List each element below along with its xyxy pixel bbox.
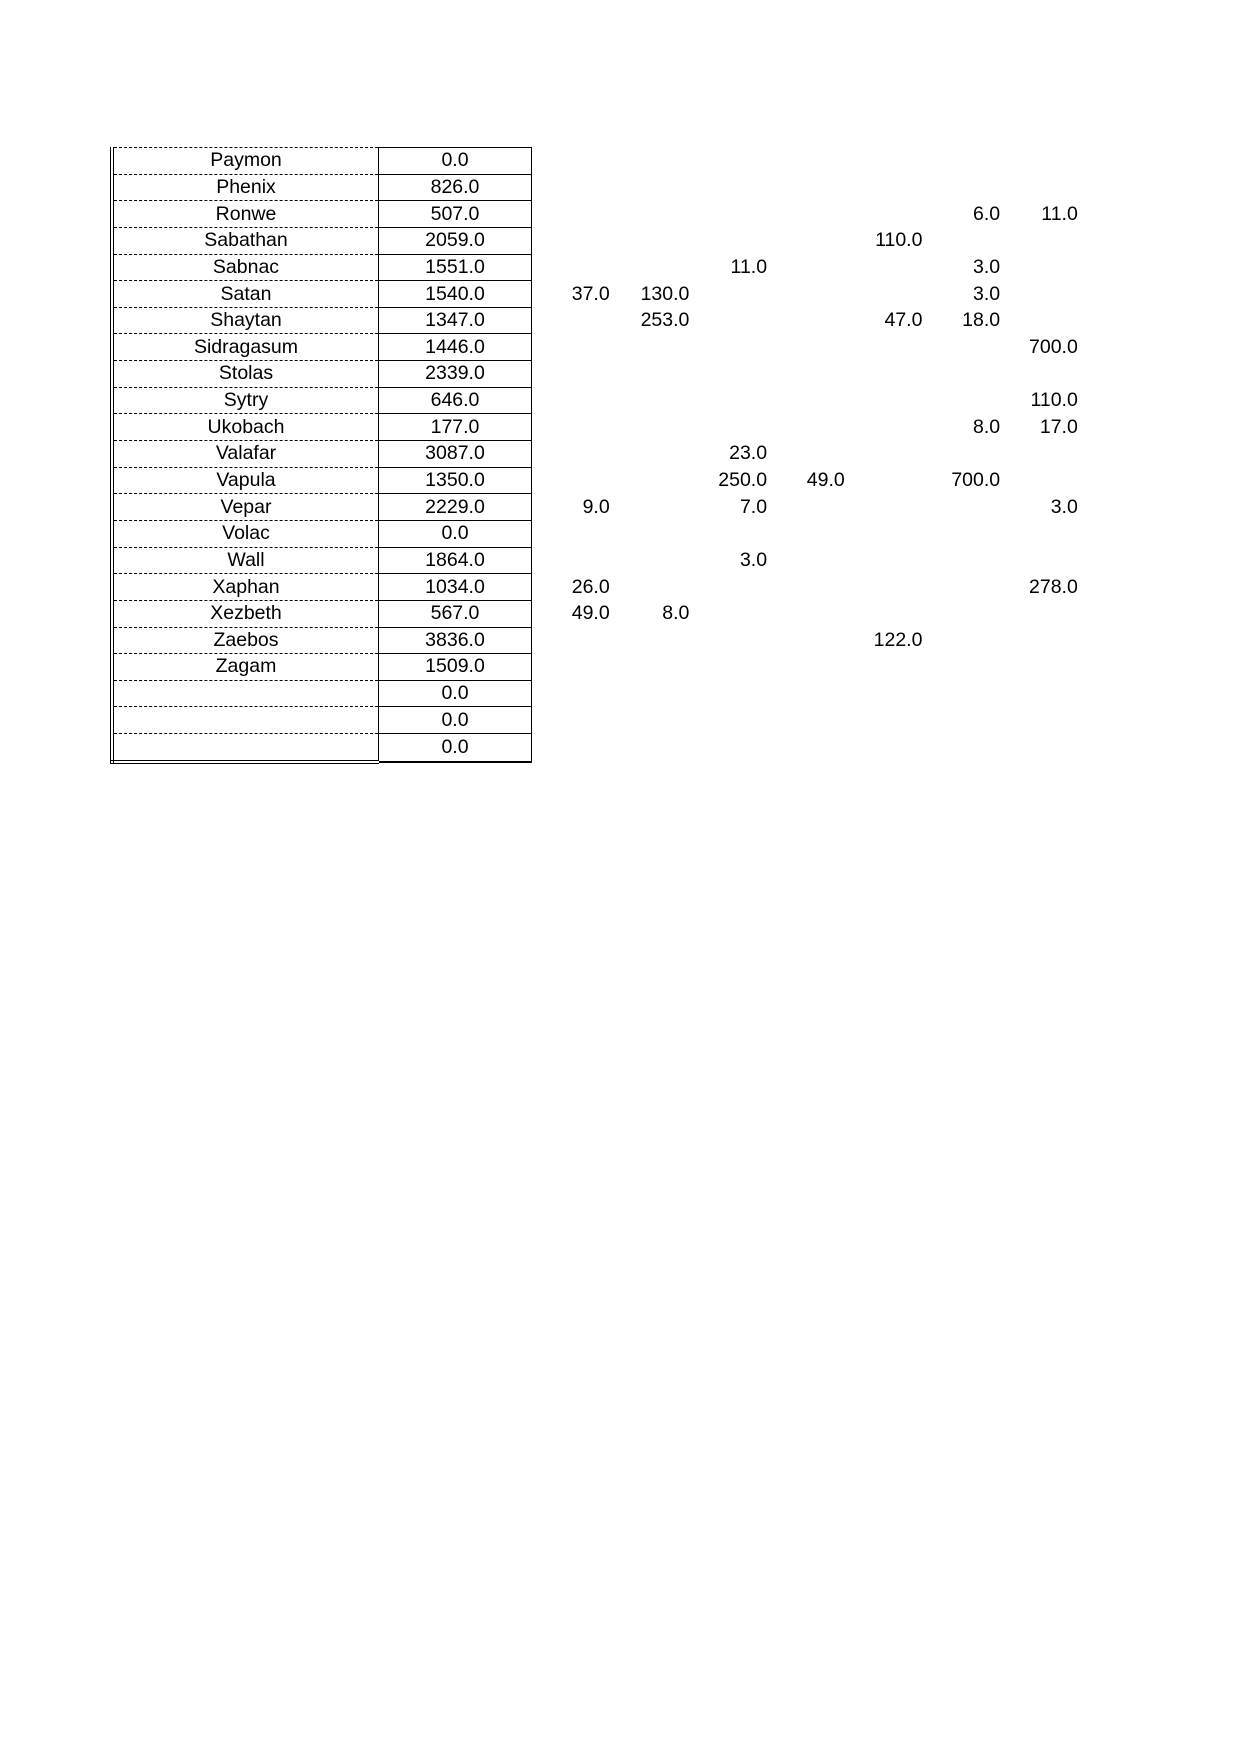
- name-cell[interactable]: Zaebos: [112, 627, 379, 654]
- value-cell-col-6[interactable]: 18.0: [962, 309, 1001, 332]
- name-cell[interactable]: Xaphan: [112, 574, 379, 601]
- value-cell-col-7[interactable]: 17.0: [1039, 415, 1078, 438]
- name-cell[interactable]: Paymon: [112, 148, 379, 175]
- value-cell-col-7[interactable]: [1000, 148, 1078, 175]
- value-cell-col-7[interactable]: [1000, 227, 1078, 254]
- value-cell-col-4[interactable]: [767, 307, 845, 334]
- total-cell[interactable]: 1864.0: [379, 547, 532, 574]
- name-cell[interactable]: Vapula: [112, 467, 379, 494]
- value-cell-col-1[interactable]: [532, 387, 612, 414]
- value-cell-col-4[interactable]: [767, 227, 845, 254]
- total-cell[interactable]: 3087.0: [379, 441, 532, 468]
- value-cell-col-7[interactable]: [1000, 254, 1078, 281]
- value-cell-col-5[interactable]: [845, 467, 923, 494]
- value-cell-col-6[interactable]: 3.0: [973, 255, 1001, 278]
- table-row: [112, 467, 1078, 494]
- table-row: [112, 361, 1078, 388]
- value-cell-col-3[interactable]: 250.0: [718, 469, 768, 491]
- value-cell-col-3[interactable]: [689, 734, 767, 762]
- value-cell-col-2[interactable]: [612, 520, 690, 547]
- value-cell-col-4[interactable]: [767, 334, 845, 361]
- value-cell-col-1[interactable]: [532, 680, 612, 707]
- value-cell-col-5[interactable]: [845, 600, 923, 627]
- total-cell[interactable]: 2059.0: [379, 227, 532, 254]
- value-cell-col-2[interactable]: [612, 574, 690, 601]
- total-cell[interactable]: 0.0: [379, 680, 532, 707]
- value-cell-col-1[interactable]: [532, 627, 612, 654]
- value-cell-col-6[interactable]: [922, 441, 1000, 468]
- value-cell-col-2[interactable]: [612, 148, 690, 175]
- value-cell-col-6[interactable]: [922, 547, 1000, 574]
- name-cell[interactable]: Ronwe: [112, 201, 379, 228]
- value-cell-col-2[interactable]: [612, 227, 690, 254]
- name-cell[interactable]: Valafar: [112, 441, 379, 468]
- total-cell[interactable]: 1540.0: [379, 281, 532, 308]
- value-cell-col-3[interactable]: [689, 148, 767, 175]
- name-cell[interactable]: Shaytan: [112, 307, 379, 334]
- table-row: [112, 547, 1078, 574]
- value-cell-col-4[interactable]: [767, 734, 845, 762]
- value-cell-col-6[interactable]: [922, 574, 1000, 601]
- value-cell-col-4[interactable]: [767, 254, 845, 281]
- table-row: [112, 148, 1078, 175]
- total-cell[interactable]: 826.0: [379, 174, 532, 201]
- value-cell-col-3[interactable]: [689, 387, 767, 414]
- value-cell-col-4[interactable]: [767, 520, 845, 547]
- value-cell-col-6[interactable]: [922, 654, 1000, 681]
- table-row: [112, 600, 1078, 627]
- value-cell-col-3[interactable]: [689, 654, 767, 681]
- value-cell-col-1[interactable]: [532, 361, 612, 388]
- value-cell-col-3[interactable]: [689, 627, 767, 654]
- total-cell[interactable]: 0.0: [379, 148, 532, 175]
- table-row: [112, 654, 1078, 681]
- value-cell-col-2[interactable]: [612, 334, 690, 361]
- value-cell-col-1[interactable]: [532, 201, 612, 228]
- value-cell-col-1[interactable]: [532, 547, 612, 574]
- total-cell[interactable]: 1509.0: [379, 654, 532, 681]
- value-cell-col-2[interactable]: 8.0: [662, 602, 690, 625]
- value-cell-col-7[interactable]: [1000, 627, 1078, 654]
- total-cell[interactable]: 507.0: [379, 201, 532, 228]
- value-cell-col-3[interactable]: 11.0: [730, 255, 768, 278]
- value-cell-col-4[interactable]: [767, 494, 845, 521]
- value-cell-col-5[interactable]: [845, 414, 923, 441]
- value-cell-col-3[interactable]: [689, 600, 767, 627]
- name-cell[interactable]: Sabnac: [112, 254, 379, 281]
- total-cell[interactable]: 3836.0: [379, 627, 532, 654]
- name-cell[interactable]: Zagam: [112, 654, 379, 681]
- value-cell-col-4[interactable]: [767, 707, 845, 734]
- value-cell-col-1[interactable]: 37.0: [571, 282, 610, 305]
- value-cell-col-1[interactable]: [532, 707, 612, 734]
- value-cell-col-6[interactable]: [922, 734, 1000, 762]
- total-cell[interactable]: 2229.0: [379, 494, 532, 521]
- value-cell-col-4[interactable]: [767, 361, 845, 388]
- value-cell-col-1[interactable]: 9.0: [582, 495, 610, 518]
- value-cell-col-1[interactable]: [532, 520, 612, 547]
- total-cell[interactable]: 2339.0: [379, 361, 532, 388]
- value-cell-col-7[interactable]: 110.0: [1030, 389, 1078, 412]
- total-cell[interactable]: 646.0: [379, 387, 532, 414]
- value-cell-col-4[interactable]: [767, 441, 845, 468]
- value-cell-col-7[interactable]: [1000, 654, 1078, 681]
- name-cell[interactable]: Sidragasum: [112, 334, 379, 361]
- value-cell-col-5[interactable]: 47.0: [884, 309, 923, 332]
- value-cell-col-7[interactable]: [1000, 520, 1078, 547]
- value-cell-col-7[interactable]: [1000, 361, 1078, 388]
- value-cell-col-2[interactable]: [612, 734, 690, 762]
- value-cell-col-2[interactable]: [612, 654, 690, 681]
- value-cell-col-6[interactable]: [922, 227, 1000, 254]
- value-cell-col-5[interactable]: [845, 334, 923, 361]
- table-row: [112, 307, 1078, 334]
- value-cell-col-5[interactable]: [845, 734, 923, 762]
- name-cell[interactable]: Ukobach: [112, 414, 379, 441]
- name-cell[interactable]: [112, 707, 379, 734]
- table-row: [112, 574, 1078, 601]
- value-cell-col-1[interactable]: [532, 414, 612, 441]
- value-cell-col-6[interactable]: [922, 600, 1000, 627]
- value-cell-col-7[interactable]: [1000, 467, 1078, 494]
- table-row: [112, 734, 1078, 762]
- table-row: [112, 254, 1078, 281]
- name-cell[interactable]: Wall: [112, 547, 379, 574]
- value-cell-col-5[interactable]: 122.0: [873, 628, 923, 651]
- total-cell[interactable]: 567.0: [379, 600, 532, 627]
- table-row: [112, 281, 1078, 308]
- value-cell-col-3[interactable]: [689, 707, 767, 734]
- table-row: [112, 414, 1078, 441]
- value-cell-col-3[interactable]: [689, 307, 767, 334]
- total-cell[interactable]: 1446.0: [379, 334, 532, 361]
- table-row: [112, 387, 1078, 414]
- value-cell-col-4[interactable]: [767, 654, 845, 681]
- name-cell[interactable]: Vepar: [112, 494, 379, 521]
- value-cell-col-5[interactable]: [845, 254, 923, 281]
- value-cell-col-3[interactable]: [689, 361, 767, 388]
- total-cell[interactable]: 0.0: [379, 734, 532, 762]
- value-cell-col-2[interactable]: [612, 707, 690, 734]
- value-cell-col-7[interactable]: [1000, 441, 1078, 468]
- value-cell-col-3[interactable]: [689, 281, 767, 308]
- value-cell-col-1[interactable]: [532, 148, 612, 175]
- value-cell-col-6[interactable]: 3.0: [973, 282, 1001, 305]
- value-cell-col-2[interactable]: [612, 201, 690, 228]
- value-cell-col-6[interactable]: [922, 520, 1000, 547]
- value-cell-col-6[interactable]: [922, 361, 1000, 388]
- value-cell-col-7[interactable]: [1000, 281, 1078, 308]
- value-cell-col-3[interactable]: 7.0: [739, 495, 768, 518]
- value-cell-col-6[interactable]: [922, 148, 1000, 175]
- value-cell-col-2[interactable]: 253.0: [640, 309, 690, 332]
- value-cell-col-3[interactable]: [689, 520, 767, 547]
- value-cell-col-5[interactable]: [845, 707, 923, 734]
- value-cell-col-6[interactable]: [922, 387, 1000, 414]
- value-cell-col-2[interactable]: [612, 361, 690, 388]
- value-cell-col-7[interactable]: 278.0: [1029, 575, 1078, 598]
- value-cell-col-4[interactable]: [767, 547, 845, 574]
- value-cell-col-6[interactable]: [922, 334, 1000, 361]
- name-cell[interactable]: Satan: [112, 281, 379, 308]
- table-row: [112, 227, 1078, 254]
- value-cell-col-3[interactable]: [689, 174, 767, 201]
- value-cell-col-2[interactable]: [612, 494, 690, 521]
- value-cell-col-5[interactable]: [845, 281, 923, 308]
- total-cell[interactable]: 1347.0: [379, 307, 532, 334]
- table-row: [112, 441, 1078, 468]
- value-cell-col-1[interactable]: [532, 307, 612, 334]
- value-cell-col-4[interactable]: [767, 387, 845, 414]
- value-cell-col-2[interactable]: [612, 441, 690, 468]
- value-cell-col-1[interactable]: [532, 254, 612, 281]
- value-cell-col-2[interactable]: [612, 680, 690, 707]
- value-cell-col-5[interactable]: [845, 680, 923, 707]
- name-cell[interactable]: Sabathan: [112, 227, 379, 254]
- value-cell-col-6[interactable]: [922, 494, 1000, 521]
- value-cell-col-7[interactable]: [1000, 734, 1078, 762]
- value-cell-col-7[interactable]: [1000, 307, 1078, 334]
- value-cell-col-3[interactable]: [689, 201, 767, 228]
- table-row: [112, 174, 1078, 201]
- value-cell-col-7[interactable]: [1000, 707, 1078, 734]
- value-cell-col-2[interactable]: [612, 254, 690, 281]
- table-row: [112, 520, 1078, 547]
- name-cell[interactable]: Stolas: [112, 361, 379, 388]
- value-cell-col-4[interactable]: [767, 281, 845, 308]
- value-cell-col-6[interactable]: 6.0: [973, 202, 1001, 225]
- value-cell-col-5[interactable]: [845, 148, 923, 175]
- total-cell[interactable]: 1551.0: [379, 254, 532, 281]
- value-cell-col-5[interactable]: [845, 441, 923, 468]
- value-cell-col-2[interactable]: [612, 467, 690, 494]
- value-cell-col-4[interactable]: [767, 680, 845, 707]
- value-cell-col-2[interactable]: [612, 387, 690, 414]
- value-cell-col-3[interactable]: [689, 414, 767, 441]
- value-cell-col-5[interactable]: [845, 174, 923, 201]
- value-cell-col-1[interactable]: [532, 654, 612, 681]
- value-cell-col-7[interactable]: [1000, 547, 1078, 574]
- value-cell-col-4[interactable]: [767, 574, 845, 601]
- table-row: [112, 201, 1078, 228]
- value-cell-col-4[interactable]: [767, 174, 845, 201]
- total-cell[interactable]: 0.0: [379, 707, 532, 734]
- spreadsheet-page: [110, 147, 1080, 764]
- value-cell-col-6[interactable]: 8.0: [973, 415, 1001, 438]
- value-cell-col-6[interactable]: [922, 627, 1000, 654]
- value-cell-col-7[interactable]: [1000, 680, 1078, 707]
- value-cell-col-5[interactable]: [845, 574, 923, 601]
- value-cell-col-1[interactable]: [532, 467, 612, 494]
- table-row: [112, 707, 1078, 734]
- value-cell-col-6[interactable]: [922, 174, 1000, 201]
- value-cell-col-4[interactable]: [767, 201, 845, 228]
- total-cell[interactable]: 0.0: [379, 520, 532, 547]
- data-table: [110, 147, 1080, 764]
- total-cell[interactable]: 1034.0: [379, 574, 532, 601]
- value-cell-col-5[interactable]: [845, 520, 923, 547]
- value-cell-col-6[interactable]: 700.0: [951, 469, 1001, 491]
- value-cell-col-1[interactable]: [532, 441, 612, 468]
- value-cell-col-6[interactable]: [922, 707, 1000, 734]
- value-cell-col-4[interactable]: [767, 148, 845, 175]
- table-row: [112, 680, 1078, 707]
- table-row: [112, 627, 1078, 654]
- value-cell-col-7[interactable]: [1000, 174, 1078, 201]
- name-cell[interactable]: [112, 734, 379, 762]
- name-cell[interactable]: [112, 680, 379, 707]
- value-cell-col-5[interactable]: [845, 361, 923, 388]
- value-cell-col-2[interactable]: [612, 414, 690, 441]
- value-cell-col-5[interactable]: [845, 654, 923, 681]
- total-cell[interactable]: 1350.0: [379, 467, 532, 494]
- value-cell-col-7[interactable]: 700.0: [1029, 335, 1078, 358]
- value-cell-col-5[interactable]: [845, 387, 923, 414]
- name-cell[interactable]: Volac: [112, 520, 379, 547]
- value-cell-col-4[interactable]: [767, 600, 845, 627]
- value-cell-col-7[interactable]: 3.0: [1050, 495, 1078, 518]
- value-cell-col-3[interactable]: 3.0: [739, 548, 768, 571]
- value-cell-col-1[interactable]: [532, 174, 612, 201]
- value-cell-col-4[interactable]: 49.0: [806, 469, 845, 491]
- value-cell-col-1[interactable]: 26.0: [571, 575, 610, 598]
- value-cell-col-5[interactable]: [845, 547, 923, 574]
- table-row: [112, 494, 1078, 521]
- value-cell-col-1[interactable]: 49.0: [571, 602, 610, 625]
- value-cell-col-3[interactable]: [689, 574, 767, 601]
- value-cell-col-5[interactable]: [845, 201, 923, 228]
- value-cell-col-7[interactable]: 11.0: [1041, 202, 1078, 225]
- value-cell-col-2[interactable]: [612, 547, 690, 574]
- value-cell-col-5[interactable]: 110.0: [875, 229, 923, 252]
- value-cell-col-3[interactable]: [689, 227, 767, 254]
- value-cell-col-1[interactable]: [532, 227, 612, 254]
- value-cell-col-4[interactable]: [767, 414, 845, 441]
- value-cell-col-5[interactable]: [845, 494, 923, 521]
- value-cell-col-7[interactable]: [1000, 600, 1078, 627]
- value-cell-col-1[interactable]: [532, 734, 612, 762]
- total-cell[interactable]: 177.0: [379, 414, 532, 441]
- value-cell-col-2[interactable]: [612, 174, 690, 201]
- value-cell-col-3[interactable]: [689, 334, 767, 361]
- value-cell-col-4[interactable]: [767, 627, 845, 654]
- value-cell-col-6[interactable]: [922, 680, 1000, 707]
- value-cell-col-3[interactable]: 23.0: [729, 442, 768, 465]
- value-cell-col-2[interactable]: 130.0: [640, 282, 690, 305]
- value-cell-col-3[interactable]: [689, 680, 767, 707]
- value-cell-col-2[interactable]: [612, 627, 690, 654]
- name-cell[interactable]: Sytry: [112, 387, 379, 414]
- value-cell-col-1[interactable]: [532, 334, 612, 361]
- name-cell[interactable]: Xezbeth: [112, 600, 379, 627]
- name-cell[interactable]: Phenix: [112, 174, 379, 201]
- table-row: [112, 334, 1078, 361]
